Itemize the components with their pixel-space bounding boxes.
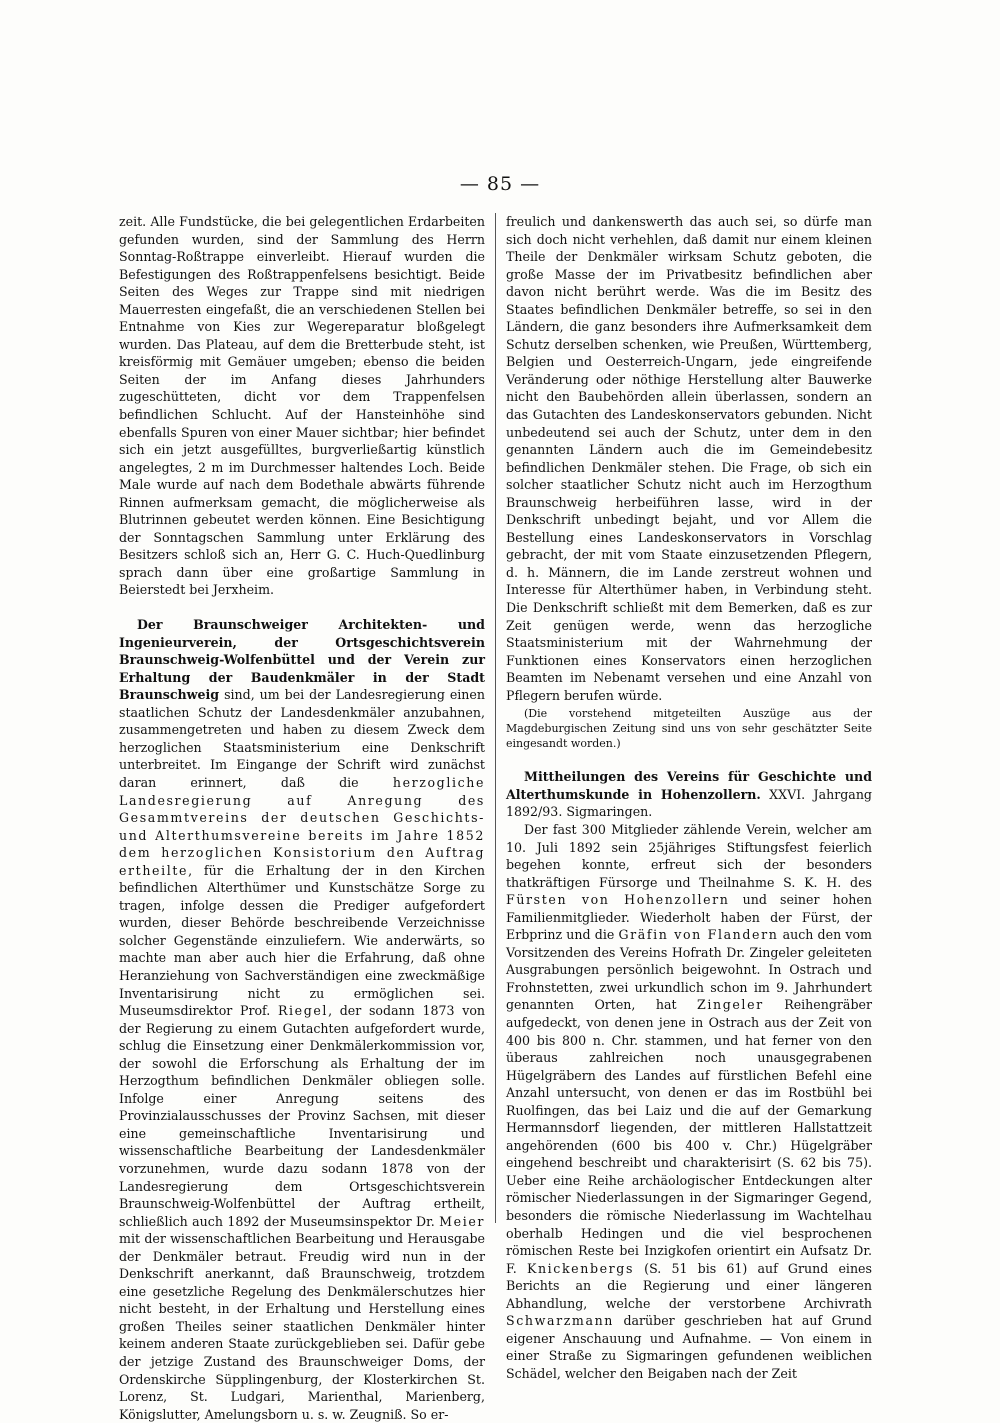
text-run: auch den vom Vorsitzenden des Vereins Hofrath Dr. Zingeler geleiteten Ausgrabungen persönlich beigewohnt. In Ostrach und Frohnstetten, zwei urkundlich schon im 9. Jahrhundert genannten Orten, hat bbox=[506, 927, 872, 1013]
spaced-name-meier: Meier bbox=[439, 1213, 485, 1229]
text-run: , der sodann 1873 von der Regierung zu einem Gutachten aufgefordert wurde, schlug die Einsetzung einer Denkmälerkommission vor, der sowohl die Erforschung als Erhaltung der im Herzogthum befindlichen Denkmäler obliegen solle. Infolge einer Anregung seitens des Provinzialausschusses der Provinz Sachsen, mit dieser eine gemeinschaftliche Inventarisirung und wissenschaftliche Bearbeitung der Landesdenkmäler vorzunehmen, wurde dazu sodann 1878 von der Landesregierung dem Ortsgeschichtsverein Braunschweig-Wolfenbüttel der Auftrag ertheilt, schließlich auch 1892 der Museumsinspektor Dr. bbox=[119, 1003, 486, 1229]
text-run: , für die Erhaltung der in den Kirchen befindlichen Alterthümer und Kunstschätze Sorge zu tragen, infolge dessen die Prediger aufgefordert wurden, dieser Behörde beschreibende Verzeichnisse solcher Gegenstände einzuliefern. Wie anderwärts, so machte man aber auch hier die Erfahrung, daß ohne Heranziehung von Sachverständigen eine zweckmäßige Inventarisirung nicht zu ermöglichen sei. Museumsdirektor Prof. bbox=[119, 862, 485, 1019]
page-number: — 85 — bbox=[459, 173, 541, 195]
spaced-name-riegel: Riegel bbox=[277, 1003, 329, 1019]
text-run: mit der wissenschaftlichen Bearbeitung und Herausgabe der Denkmäler betraut. Freudig wird nun in der Denkschrift anerkannt, daß Braunschweig, trotzdem eine gesetzliche Regelung des Denkmälerschutzes hier nicht besteht, in der Erhaltung und Herstellung eines großen Theiles seiner staatlichen Denkmäler hinter keinem anderen Staate zurückgeblieben sei. Dafür gebe der jetzige Zustand des Braunschweiger Doms, der Ordenskirche Süpplingenburg, der Klosterkirchen St. Lorenz, St. Ludgari, Marienthal, Marienberg, Königslutter, Amelungsborn u. s. w. Zeugniß. So er- bbox=[119, 1231, 485, 1422]
text-run: Der fast 300 Mitglieder zählende Verein, welcher am 10. Juli 1892 sein 25jähriges Stiftungsfest feierlich begehen konnte, erfreut sich der besonders thatkräftigen Fürsorge und Theilnahme S. K. H. des bbox=[506, 821, 872, 890]
paragraph-rosstrappe: zeit. Alle Fundstücke, die bei gelegentlichen Erdarbeiten gefunden wurden, sind der Sammlung des Herrn Sonntag-Roßtrappe einverleibt. Hierauf wurden die Befestigungen des Roßtrappenfelsens besichtigt. Beide Seiten des Weges zur Trappe sind mit niedrigen Mauerresten eingefaßt, die an verschiedenen Stellen bei Entnahme von Kies zur Wegereparatur bloßgelegt wurden. Das Plateau, auf dem die Bretterbude steht, ist kreisförmig mit Gemäuer umgeben; ebenso die beiden Seiten der im Anfang dieses Jahrhunders zugeschütteten, dicht vor dem Trappenfelsen befindlichen Schlucht. Auf der Hansteinhöhe sind ebenfalls Spuren von einer Mauer sichtbar; hier befindet sich ein jetzt ausgefülltes, burgverließartig künstlich angelegtes, 2 m im Durchmesser haltendes Loch. Beide Male wurde auf nach dem Bodethale abwärts führende Rinnen aufmerksam gemacht, die möglicherweise als Blutrinnen gebeutet werden können. Eine Besichtigung der Sonntagschen Sammlung unter Erklärung des Besitzers schloß sich an, Herr G. C. Huch-Quedlinburg sprach dann über eine großartige Sammlung in Beierstedt bei Jerxheim. bbox=[119, 214, 485, 598]
spaced-name-graefin: Gräfin von Flandern bbox=[618, 927, 779, 943]
text-run: (S. 51 bis 61) auf Grund eines Berichts an die Regierung und einer längeren Abhandlung, welche der verstorbene Archivrath bbox=[506, 1260, 872, 1311]
left-column bbox=[119, 213, 485, 1423]
spaced-name-schwarzmann: Schwarzmann bbox=[506, 1313, 615, 1329]
section-hohenzollern-title bbox=[506, 768, 872, 821]
text-run: XXVI. Jahrgang 1892/93. Sigmaringen. bbox=[506, 786, 872, 820]
right-column bbox=[506, 213, 872, 1382]
text-run: sind, um bei der Landesregierung einen staatlichen Schutz der Landesdenkmäler anzubahnen, zusammengetreten und haben zu diesem Zweck dem herzoglichen Staatsministerium eine Denkschrift unterbreitet. Im Eingange der Schrift wird zunächst daran erinnert, daß die bbox=[119, 687, 485, 790]
source-note: (Die vorstehend mitgeteilten Auszüge aus der Magdeburgischen Zeitung sind uns von sehr geschätzter Seite eingesandt worden.) bbox=[506, 707, 872, 751]
section-heading-hohenzollern: Mittheilungen des Vereins für Geschichte und Alterthumskunde in Hohenzollern. bbox=[506, 769, 872, 802]
text-run: und seiner hohen Familienmitglieder. Wiederholt haben der Fürst, der Erbprinz und die bbox=[506, 892, 872, 943]
paragraph-hohenzollern-verein bbox=[506, 821, 872, 1383]
spaced-name-knickenberg: Knickenbergs bbox=[526, 1260, 635, 1276]
paragraph-denkschrift-continued: freulich und dankenswerth das auch sei, so dürfe man sich doch nicht verhehlen, daß damit nur einem kleinen Theile der Denkmäler wirksam Schutz geboten, die große Masse der im Privatbesitz befindlichen aber davon nicht berührt werde. Was die im Besitz des Staates befindlichen Denkmäler betreffe, so sei in den Ländern, die ganz besonders ihre Aufmerksamkeit dem Schutz derselben schenken, wie Preußen, Württemberg, Belgien und Oesterreich-Ungarn, jede eingreifende Veränderung oder nöthige Herstellung alter Bauwerke nicht den Baubehörden allein überlassen, sondern an das Gutachten des Landeskonservators gebunden. Nicht unbedeutend sei auch der Schutz, unter dem in den genannten Ländern auch die im Gemeindebesitz befindlichen Denkmäler stehen. Die Frage, ob sich ein solcher staatlicher Schutz nicht auch im Herzogthum Braunschweig herbeiführen lasse, wird in der Denkschrift unbedingt bejaht, und vor Allem die Bestellung eines Landeskonservators in Vorschlag gebracht, der mit vom Staate einzusetzenden Pflegern, d. h. Männern, die im Lande zerstreut wohnen und Interesse für Alterthümer haben, in Verbindung steht. Die Denkschrift schließt mit dem Bemerken, daß es zur Zeit genügen werde, wenn das herzogliche Staatsministerium mit der Wahrnehmung der Funktionen eines Konservators einen herzoglichen Beamten im Nebenamt versehen und eine Anzahl von Pflegern berufen würde. bbox=[506, 214, 872, 703]
spaced-name-zingeler: Zingeler bbox=[697, 997, 764, 1013]
section-heading-braunschweig: Der Braunschweiger Architekten- und Ingenieurverein, der Ortsgeschichtsverein Braunschweig-Wolfenbüttel und der Verein zur Erhaltung der Baudenkmäler in der Stadt Braunschweig bbox=[119, 617, 485, 703]
spaced-text-run: herzogliche Landesregierung auf Anregung des Gesammtvereins der deutschen Geschichts- und Alterthumsvereine bereits im Jahre 1852 dem herzoglichen Konsistorium den Auftrag ertheilte bbox=[119, 774, 485, 878]
column-divider bbox=[495, 213, 496, 1223]
text-run: darüber geschrieben hat auf Grund eigener Anschauung und Aufnahme. — Von einem in einer Straße zu Sigmaringen gefundenen weiblichen Schädel, welcher den Beigaben nach der Zeit bbox=[506, 1313, 872, 1381]
text-run: Reihengräber aufgedeckt, von denen jene in Ostrach aus der Zeit von 400 bis 800 n. Chr. stammen, und hat ferner von den überaus zahlreichen noch unausgegrabenen Hügelgräbern des Landes auf fürstlichen Befehl eine Anzahl untersucht, von denen er das im Rostbühl bei Ruolfingen, das bei Laiz und die auf der Gemarkung Hermannsdorf liegenden, der mittleren Hallstattzeit angehörenden (600 bis 400 v. Chr.) Hügelgräber eingehend beschreibt und charakterisirt (S. 62 bis 75). Ueber eine Reihe archäologischer Entdeckungen alter römischer Niederlassungen in der Sigmaringer Gegend, besonders die römische Niederlassung im Wachtelhau oberhalb Hedingen und die viel besprochenen römischen Reste bei Inzigkofen orientirt ein Aufsatz Dr. F. bbox=[506, 997, 872, 1276]
spaced-name-fuerst: Fürsten von Hohenzollern bbox=[506, 892, 730, 908]
paragraph-braunschweig-denkschrift bbox=[119, 616, 485, 1423]
